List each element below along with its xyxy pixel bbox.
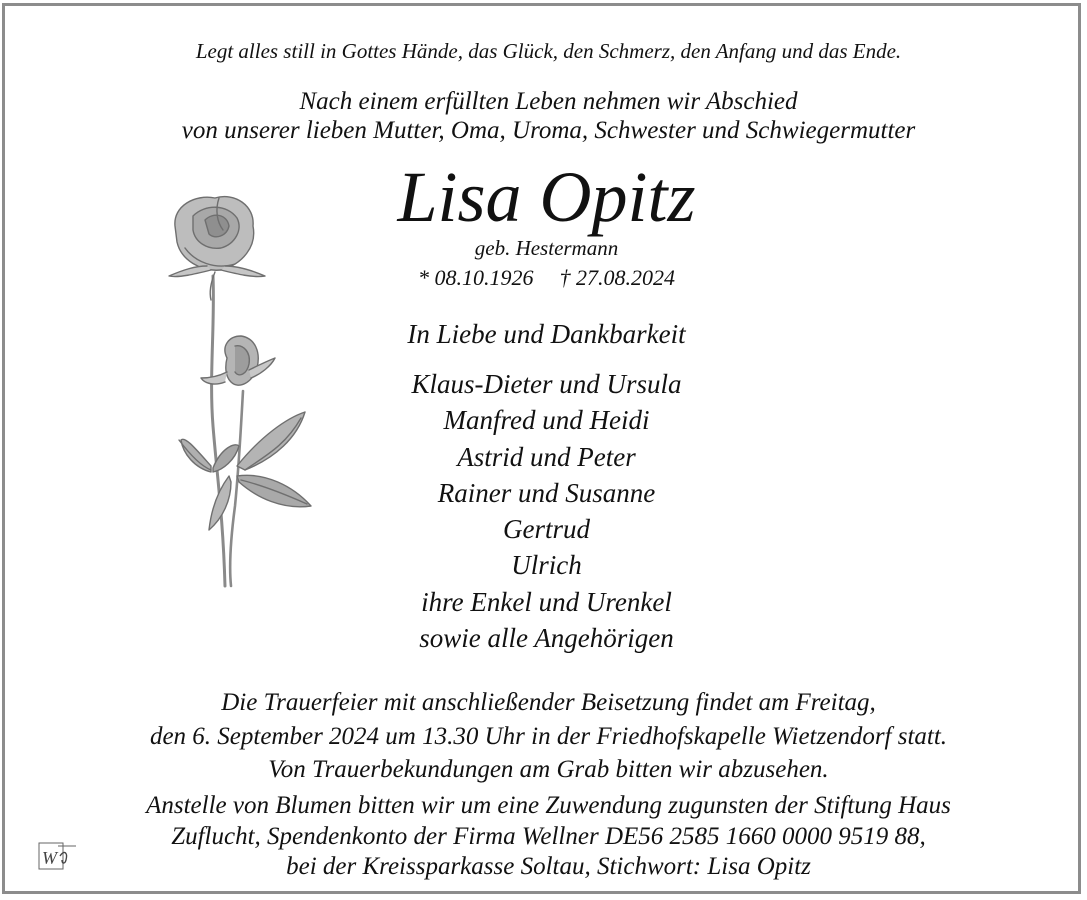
- publisher-logo-icon: [38, 842, 78, 872]
- intro-line-2: von unserer lieben Mutter, Oma, Uroma, Schwester und Schwiegermutter: [181, 117, 916, 144]
- mourner: Manfred und Heidi: [443, 405, 650, 436]
- funeral-notice: [5, 686, 1087, 787]
- donation-line-2: Zuflucht, Spendenkonto der Firma Wellner DE56 2585 1660 0000 9519 88,: [171, 822, 926, 850]
- birth-date: * 08.10.1926: [418, 265, 534, 290]
- maiden-name: geb. Hestermann: [474, 236, 619, 260]
- mourner: Ulrich: [511, 550, 582, 581]
- funeral-line-2: den 6. September 2024 um 13.30 Uhr in der Friedhofskapelle Wietzendorf statt.: [149, 722, 948, 750]
- mourner: ihre Enkel und Urenkel: [421, 586, 672, 617]
- mourner: Gertrud: [503, 514, 590, 545]
- mourner: Klaus-Dieter und Ursula: [411, 369, 682, 399]
- rose-illustration-icon: [165, 186, 335, 596]
- deceased-name: Lisa Opitz: [397, 157, 696, 237]
- donation-line-1: Anstelle von Blumen bitten wir um eine Zuwendung zugunsten der Stiftung Haus: [146, 792, 951, 819]
- mourner: sowie alle Angehörigen: [419, 623, 674, 654]
- logo-mark: W: [42, 848, 57, 868]
- donation-notice: [5, 791, 1087, 883]
- death-date: † 27.08.2024: [559, 265, 675, 290]
- motto: Legt alles still in Gottes Hände, das Glück, den Schmerz, den Anfang und das Ende.: [195, 39, 902, 63]
- obituary-frame: [2, 3, 1081, 894]
- mourner: Rainer und Susanne: [437, 477, 656, 508]
- funeral-line-1: Die Trauerfeier mit anschließender Beisetzung findet am Freitag,: [221, 689, 876, 716]
- donation-line-3: bei der Kreissparkasse Soltau, Stichwort: Lisa Opitz: [286, 853, 811, 880]
- mourner: Astrid und Peter: [457, 441, 636, 472]
- intro-line-1: Nach einem erfüllten Leben nehmen wir Abschied: [299, 88, 798, 115]
- signature-heading: In Liebe und Dankbarkeit: [407, 319, 686, 349]
- funeral-line-3: Von Trauerbekundungen am Grab bitten wir abzusehen.: [268, 756, 829, 783]
